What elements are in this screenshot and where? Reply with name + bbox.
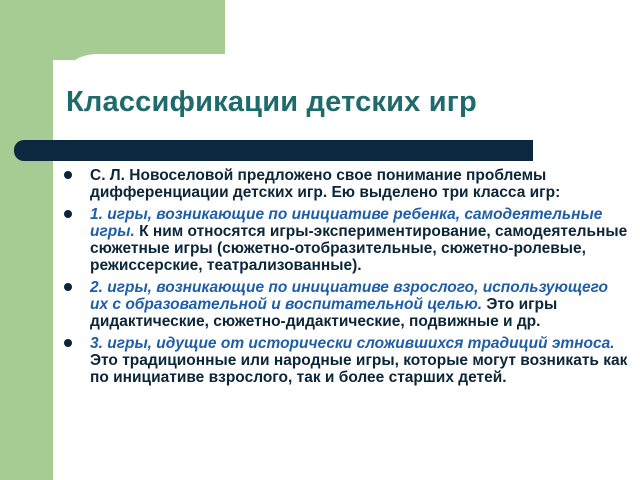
bullet-dot-icon [64,283,72,291]
bullet-highlight: 1. игры, возникающие по инициативе ребенка, самодеятельные игры. [90,205,603,240]
bullet-text: Это игры дидактические, сюжетно-дидактические, подвижные и др. [90,296,558,331]
accent-band [0,0,53,480]
bullet-highlight: 2. игры, возникающие по инициативе взрослого, использующего их с образовательной и воспитательной целью. [90,278,609,314]
list-item [62,167,630,202]
bullet-dot-icon [64,339,72,347]
bullet-dot-icon [64,210,72,218]
bullet-dot-icon [64,171,72,179]
bullet-list [62,167,630,391]
title-underline-bar [14,140,533,161]
bullet-text: Это традиционные или народные игры, которые могут возникать как по инициативе взрослого, так и более старших детей. [90,351,628,387]
bullet-highlight: 3. игры, идущие от исторически сложившихся традиций этноса. [90,334,615,352]
bullet-text: С. Л. Новоселовой предложено свое понимание проблемы дифференциации детских игр. Ею выделено три класса игр: [90,167,561,202]
list-item [62,335,630,387]
accent-corner [53,0,225,60]
list-item [62,279,630,331]
bullet-text: К ним относятся игры-экспериментирование, самодеятельные сюжетные игры (сюжетно-отобразительные, сюжетно-ролевые, режиссерские, театрализованные). [90,222,628,275]
list-item [62,206,630,275]
slide-title: Классификации детских игр [66,86,477,118]
